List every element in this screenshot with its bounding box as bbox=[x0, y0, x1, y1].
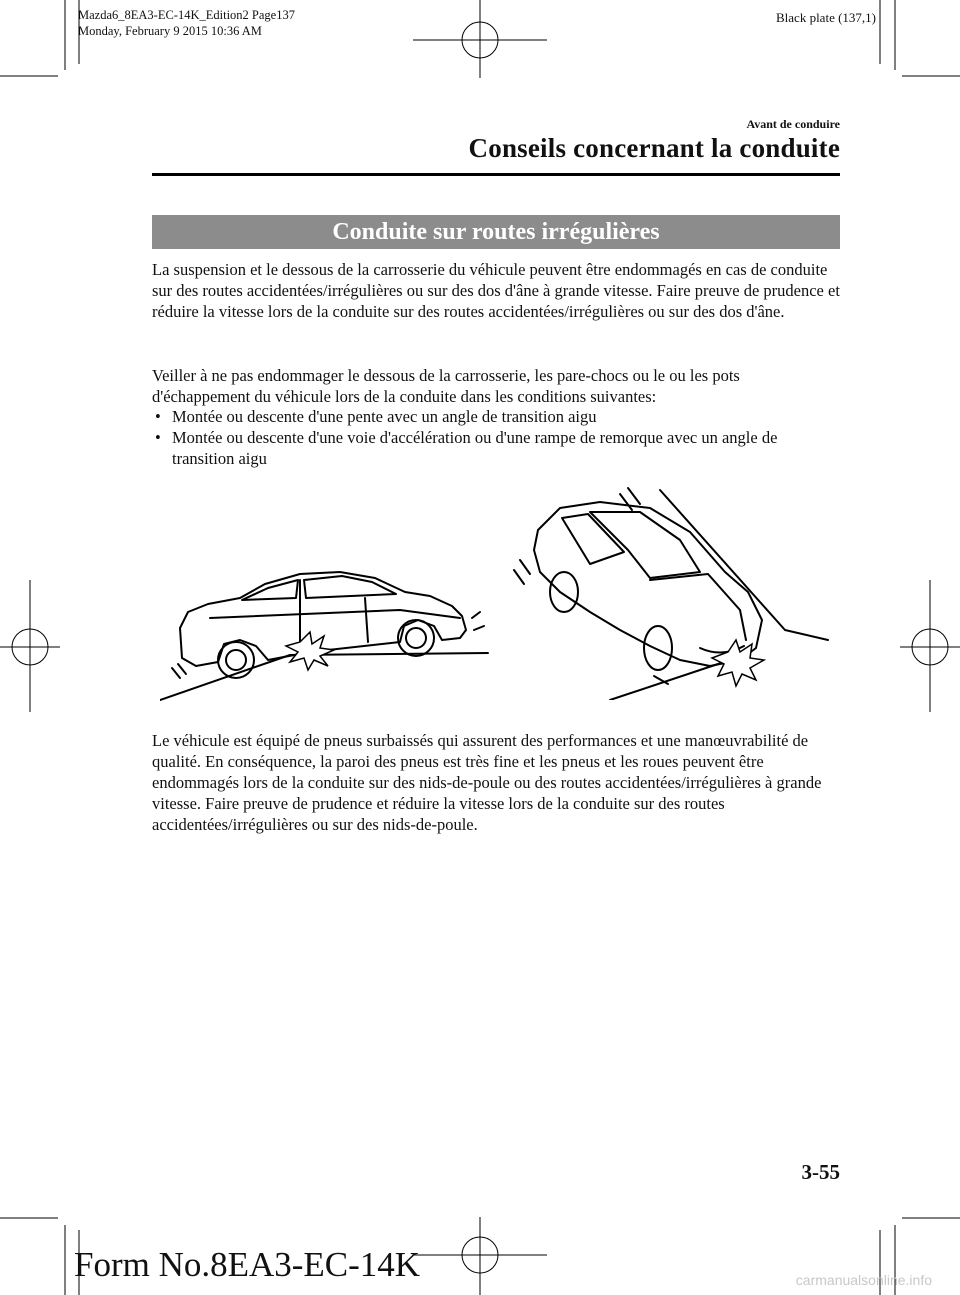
print-meta-line2: Monday, February 9 2015 10:36 AM bbox=[78, 24, 262, 38]
car-on-ramp-front-illustration bbox=[500, 480, 830, 700]
list-item bbox=[152, 406, 842, 427]
watermark: carmanualsonline.info bbox=[795, 1272, 932, 1288]
bullet-icon: • bbox=[155, 428, 161, 447]
bullet-icon: • bbox=[155, 407, 161, 426]
paragraph-1: La suspension et le dessous de la carrosserie du véhicule peuvent être endommagés en cas de conduite sur des routes accidentées/irrégulières ou sur des dos d'âne à grande vitesse. Faire preuve de prudence et réduire la vitesse lors de la conduite sur des routes accidentées/irrégulières ou sur des dos d'âne. bbox=[152, 260, 840, 321]
page-number: 3-55 bbox=[801, 1160, 840, 1184]
chapter-title: Conseils concernant la conduite bbox=[468, 133, 840, 163]
form-number: Form No.8EA3-EC-14K bbox=[74, 1245, 421, 1284]
header-rule bbox=[152, 173, 840, 176]
list-item-text: Montée ou descente d'une voie d'accélération ou d'une rampe de remorque avec un angle de transition aigu bbox=[172, 428, 778, 468]
section-title: Avant de conduire bbox=[746, 117, 840, 131]
plate-label: Black plate (137,1) bbox=[776, 10, 876, 25]
print-meta bbox=[78, 7, 295, 39]
paragraph-3: Le véhicule est équipé de pneus surbaissés qui assurent des performances et une manœuvrabilité de qualité. En conséquence, la paroi des pneus est très fine et les pneus et les roues peuvent être endommagés lors de la conduite sur des nids-de-poule ou des routes accidentées/irrégulières à grande vitesse. Faire preuve de prudence et réduire la vitesse lors de la conduite sur des routes accidentées/irrégulières ou sur des nids-de-poule. bbox=[152, 731, 822, 834]
car-on-slope-side-illustration bbox=[160, 560, 490, 705]
list-item bbox=[152, 427, 842, 469]
print-meta-line1: Mazda6_8EA3-EC-14K_Edition2 Page137 bbox=[78, 8, 295, 22]
list-item-text: Montée ou descente d'une pente avec un angle de transition aigu bbox=[172, 407, 597, 426]
banner-title: Conduite sur routes irrégulières bbox=[152, 215, 840, 249]
condition-list bbox=[152, 406, 842, 469]
paragraph-2: Veiller à ne pas endommager le dessous de la carrosserie, les pare-chocs ou le ou les pots d'échappement du véhicule lors de la conduite dans les conditions suivantes: bbox=[152, 366, 740, 406]
